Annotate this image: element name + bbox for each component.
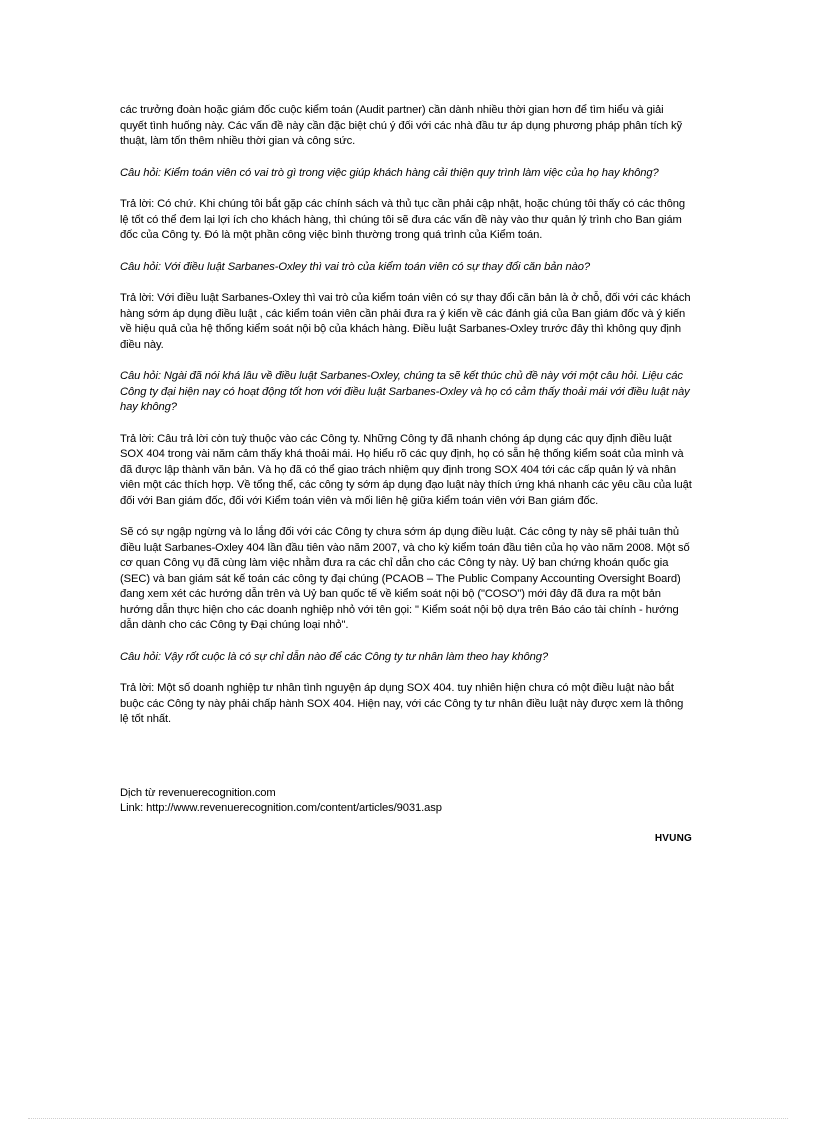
question-4: Câu hỏi: Vậy rốt cuộc là có sự chỉ dẫn nào để các Công ty tư nhân làm theo hay không? (120, 650, 548, 663)
answer-4: Trả lời: Một số doanh nghiệp tư nhân tình nguyện áp dụng SOX 404. tuy nhiên hiện chưa có một điều luật nào bắt buộc các Công ty này phải chấp hành SOX 404. Hiện nay, với các Công ty tư nhân điều luật này được xem là thông lệ tốt nhất. (120, 682, 684, 725)
answer-2: Trả lời: Với điều luật Sarbanes-Oxley thì vai trò của kiểm toán viên có sự thay đổi căn bản là ở chỗ, đối với các khách hàng sớm áp dụng điều luật , các kiểm toán viên cần phải đưa ra ý kiến về các đánh giá của Ban giám đốc và ý kiến về hiệu quả của hệ thống kiểm soát nội bộ của khách hàng. Điều luật Sarbanes-Oxley trước đây thì không quy định điều này. (120, 292, 691, 351)
answer-3-continued: Sẽ có sự ngập ngừng và lo lắng đối với các Công ty chưa sớm áp dụng điều luật. Các công ty này sẽ phải tuân thủ điều luật Sarbanes-Oxley 404 lần đầu tiên vào năm 2007, và cho kỳ kiểm toán đầu tiên của họ vào năm 2008. Một số cơ quan Công vụ đã cùng làm việc nhằm đưa ra các chỉ dẫn cho các Công ty này. Uỷ ban chứng khoán quốc gia (SEC) và ban giám sát kế toán các công ty đại chúng (PCAOB – The Public Company Accounting Oversight Board) đang xem xét các hướng dẫn trên và Uỷ ban quốc tế về kiểm soát nội bộ ("COSO") mới đây đã đưa ra một bản hướng dẫn thực hiện cho các doanh nghiệp nhỏ với tên gọi: " Kiểm soát nội bộ dựa trên Báo cáo tài chính - hướng dẫn dành cho các Công ty Đại chúng loại nhỏ". (120, 526, 690, 631)
question-1: Câu hỏi: Kiểm toán viên có vai trò gì trong việc giúp khách hàng cải thiện quy trình làm việc của họ hay không? (120, 166, 659, 179)
source-link[interactable]: Link: http://www.revenuerecognition.com/content/articles/9031.asp (120, 802, 442, 814)
answer-3: Trả lời: Câu trả lời còn tuỳ thuộc vào các Công ty. Những Công ty đã nhanh chóng áp dụng các quy định điều luật SOX 404 trong vài năm cảm thấy khá thoải mái. Họ hiểu rõ các quy định, họ có sẵn hệ thống kiểm soát của mình và đã được lập thành văn bản. Và họ đã có thể giao trách nhiệm quy định trong SOX 404 tới các cấp quản lý và nhân viên một các thích hợp. Về tổng thể, các công ty sớm áp dụng đạo luật này thích ứng khá nhanh các yêu cầu của luật đối với Ban giám đốc, đối với Kiểm toán viên và mối liên hệ giữa kiểm toán viên với Ban giám đốc. (120, 432, 692, 507)
paragraph-intro: các trưởng đoàn hoặc giám đốc cuộc kiểm toán (Audit partner) cần dành nhiều thời gian hơn để tìm hiểu và giải quyết tình huống này. Các vấn đề này cần đặc biệt chú ý đối với các nhà đầu tư áp dụng phương pháp phân tích kỹ thuật, làm tốn thêm nhiều thời gian và công sức. (120, 104, 682, 147)
source-translated-from: Dịch từ revenuerecognition.com (120, 786, 276, 799)
question-3: Câu hỏi: Ngài đã nói khá lâu về điều luật Sarbanes-Oxley, chúng ta sẽ kết thúc chủ đề này với một câu hỏi. Liệu các Công ty đại hiện nay có hoạt động tốt hơn với điều luật Sarbanes-Oxley và họ có cảm thấy thoải mái với điều luật này hay không? (120, 370, 690, 413)
page-bottom-divider (28, 1118, 788, 1119)
question-2: Câu hỏi: Với điều luật Sarbanes-Oxley thì vai trò của kiểm toán viên có sự thay đổi căn bản nào? (120, 260, 591, 273)
article-body (120, 103, 692, 846)
author-signature: HVUNG (654, 832, 692, 844)
source-block (120, 786, 692, 817)
answer-1: Trả lời: Có chứ. Khi chúng tôi bắt gặp các chính sách và thủ tục cần phải cập nhật, hoặc chúng tôi thấy có các thông lệ tốt có thể đem lại lợi ích cho khách hàng, thì chúng tôi sẽ đưa các vấn đề này vào thư quản lý trình cho Ban giám đốc của Công ty. Đó là một phần công việc bình thường trong quá trình của Kiểm toán. (120, 198, 686, 241)
